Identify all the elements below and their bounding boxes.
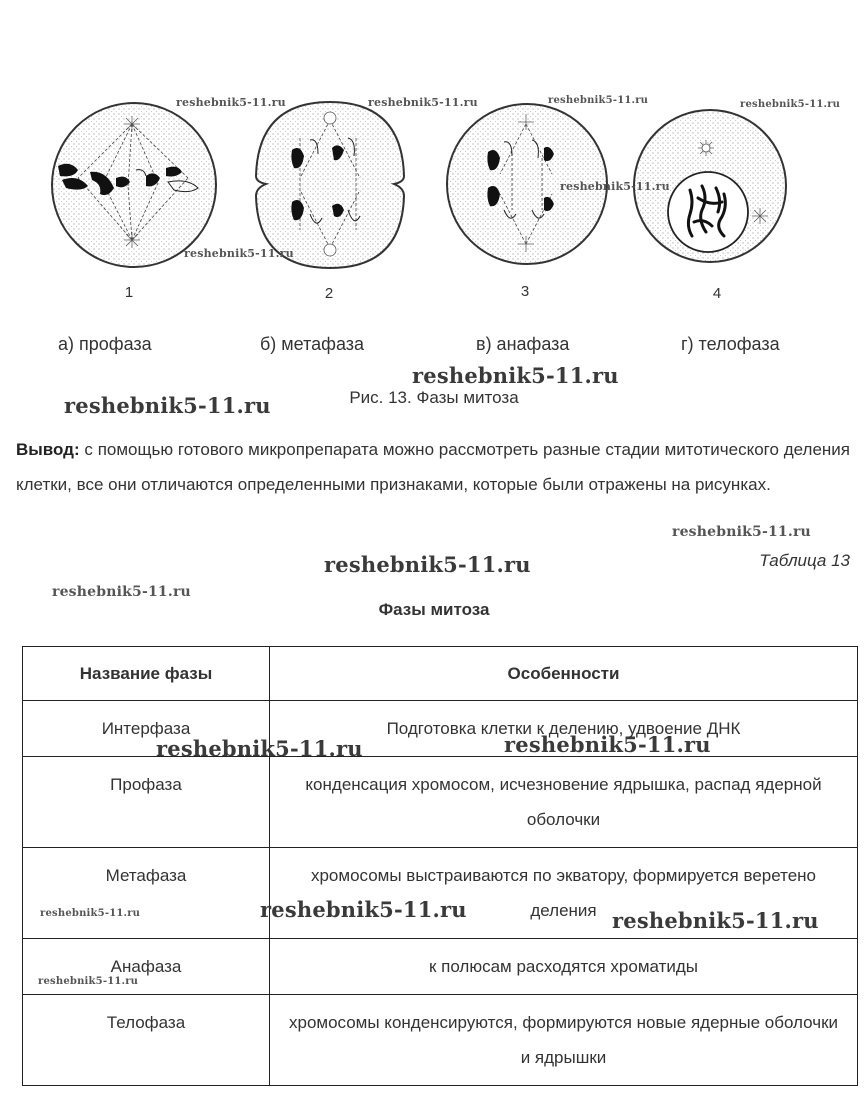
figure-number-2: 2 xyxy=(324,285,334,302)
watermark: reshebnik5-11.ru xyxy=(560,180,670,193)
watermark: reshebnik5-11.ru xyxy=(672,524,811,540)
watermark: reshebnik5-11.ru xyxy=(368,96,478,109)
watermark: reshebnik5-11.ru xyxy=(548,95,649,106)
table-row xyxy=(23,701,858,757)
phase-desc-cell: конденсация хромосом, исчезновение ядрышка, распад ядерной оболочки xyxy=(270,757,858,848)
header-phase-name: Название фазы xyxy=(23,647,270,701)
watermark: reshebnik5-11.ru xyxy=(324,552,531,577)
phase-desc-cell: Подготовка клетки к делению, удвоение ДНК xyxy=(270,701,858,757)
conclusion-label: Вывод: xyxy=(16,440,80,459)
phase-label-anaphase: в) анафаза xyxy=(476,334,570,354)
phase-desc-cell: к полюсам расходятся хроматиды xyxy=(270,939,858,995)
table-row xyxy=(23,757,858,848)
figure-number-1: 1 xyxy=(124,284,134,301)
figure-number-4: 4 xyxy=(712,285,722,302)
phase-label-telophase: г) телофаза xyxy=(681,334,780,354)
phase-name-cell: Анафаза xyxy=(23,939,270,995)
watermark: reshebnik5-11.ru xyxy=(176,96,286,109)
conclusion-paragraph xyxy=(16,432,850,502)
watermark: reshebnik5-11.ru xyxy=(64,393,271,418)
watermark: reshebnik5-11.ru xyxy=(156,736,363,761)
phase-desc-cell: хромосомы выстраиваются по экватору, формируется веретено деления xyxy=(270,848,858,939)
mitosis-phases-table xyxy=(22,646,858,1086)
watermark: reshebnik5-11.ru xyxy=(740,99,841,110)
header-features: Особенности xyxy=(270,647,858,701)
table-header-row xyxy=(23,647,858,701)
watermark: reshebnik5-11.ru xyxy=(184,247,294,260)
phase-name-cell: Метафаза xyxy=(23,848,270,939)
phase-label-prophase: а) профаза xyxy=(58,334,152,354)
table-row xyxy=(23,995,858,1086)
table-label: Таблица 13 xyxy=(759,551,850,570)
table-row xyxy=(23,939,858,995)
watermark: reshebnik5-11.ru xyxy=(504,732,711,757)
phase-name-cell: Телофаза xyxy=(23,995,270,1086)
watermark: reshebnik5-11.ru xyxy=(52,584,191,600)
phase-name-cell: Профаза xyxy=(23,757,270,848)
phase-desc-cell: хромосомы конденсируются, формируются новые ядерные оболочки и ядрышки xyxy=(270,995,858,1086)
watermark: reshebnik5-11.ru xyxy=(260,897,467,922)
watermark: reshebnik5-11.ru xyxy=(412,363,619,388)
conclusion-text: с помощью готового микропрепарата можно рассмотреть разные стадии митотического деления клетки, все они отличаются определенными признаками, которые были отражены на рисунках. xyxy=(16,440,850,494)
watermark: reshebnik5-11.ru xyxy=(38,976,139,987)
phase-name-cell: Интерфаза xyxy=(23,701,270,757)
figure-caption: Рис. 13. Фазы митоза xyxy=(349,388,519,407)
watermark: reshebnik5-11.ru xyxy=(40,908,141,919)
phase-label-metaphase: б) метафаза xyxy=(260,334,365,354)
table-title: Фазы митоза xyxy=(378,600,490,619)
watermark: reshebnik5-11.ru xyxy=(612,908,819,933)
figure-number-3: 3 xyxy=(520,283,530,300)
